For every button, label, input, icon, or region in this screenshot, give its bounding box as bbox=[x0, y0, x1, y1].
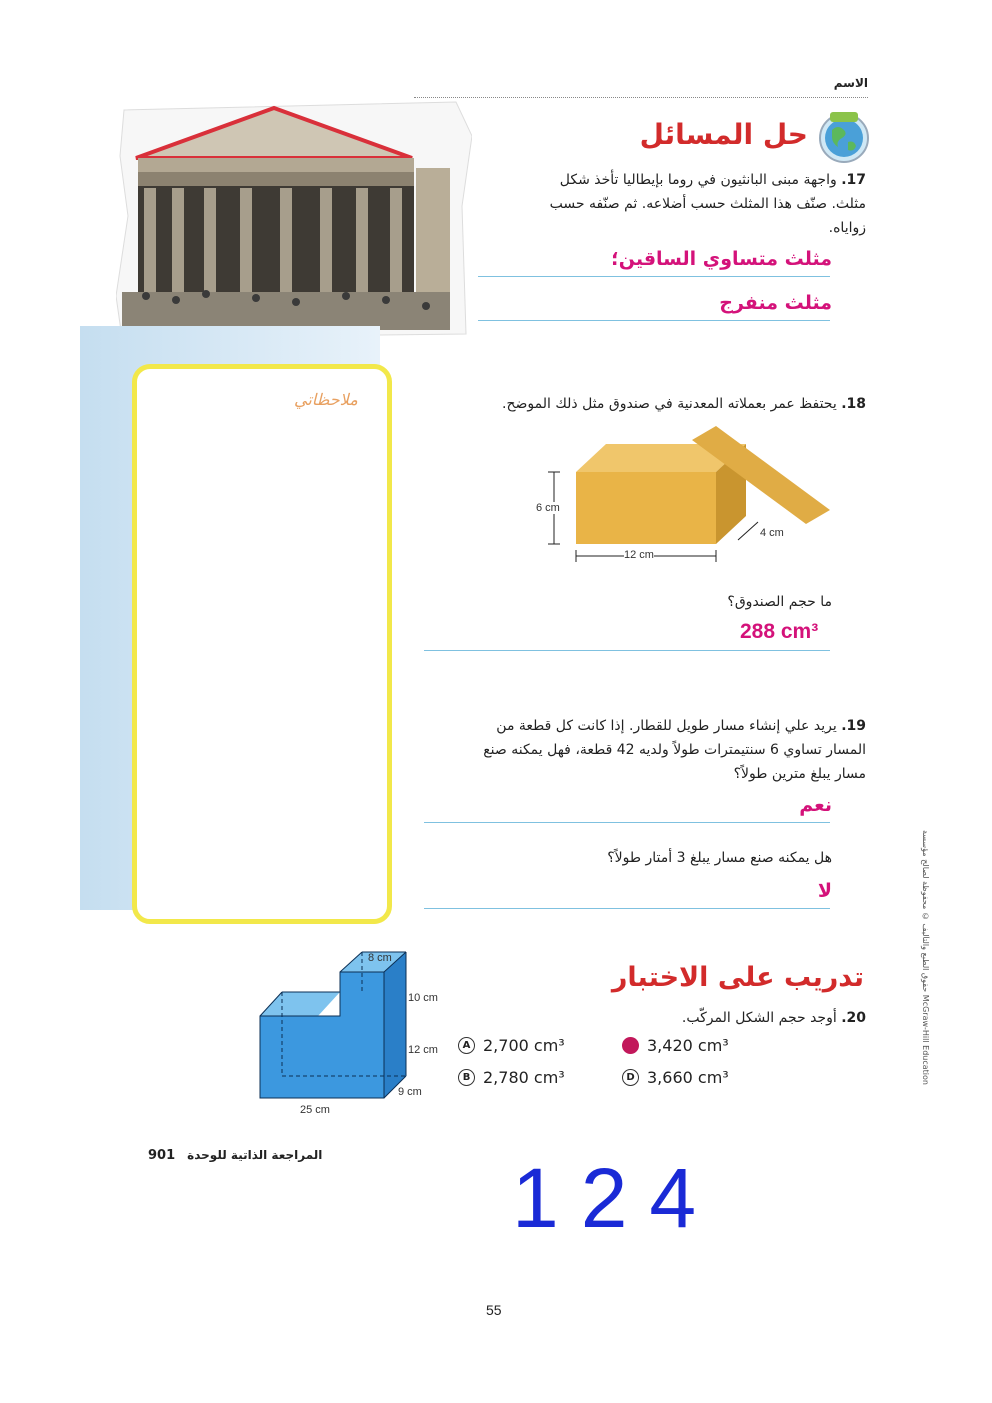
q18-question: يحتفظ عمر بعملاته المعدنية في صندوق مثل ذلك الموضح. bbox=[502, 396, 837, 412]
handwritten-number: 124 bbox=[512, 1151, 719, 1245]
name-label: الاسم bbox=[833, 76, 868, 90]
box-figure bbox=[532, 424, 832, 574]
shape-depth-label: 9 cm bbox=[398, 1086, 422, 1098]
footer-unit-review: المراجعة الذاتية للوحدة bbox=[187, 1148, 323, 1162]
q19-question: يريد علي إنشاء مسار طويل للقطار. إذا كانت كل قطعة من المسار تساوي 6 سنتيمترات طولاً ولديه 42 قطعة، فهل يمكنه صنع مسار يبلغ مترين طولاً؟ bbox=[483, 718, 866, 782]
q20-number: 20. bbox=[841, 1010, 866, 1026]
notes-label: ملاحظاتي bbox=[294, 390, 358, 409]
q17-number: 17. bbox=[841, 172, 866, 188]
q20-question: أوجد حجم الشكل المركّب. bbox=[681, 1010, 837, 1026]
q17-text bbox=[526, 168, 866, 240]
option-a[interactable] bbox=[458, 1036, 565, 1055]
header-dotted-line bbox=[414, 97, 868, 98]
box-height-label: 6 cm bbox=[536, 502, 560, 514]
option-d[interactable] bbox=[622, 1068, 729, 1087]
option-c-text: 3,420 cm³ bbox=[647, 1036, 729, 1055]
q19-answer-2: لا bbox=[817, 880, 832, 902]
q18-volume-question: ما حجم الصندوق؟ bbox=[727, 594, 832, 610]
q18-number: 18. bbox=[841, 396, 866, 412]
q17-answer-line-2 bbox=[478, 320, 830, 321]
notes-panel bbox=[132, 364, 392, 924]
q19-number: 19. bbox=[841, 718, 866, 734]
q18-answer: 288 cm³ bbox=[740, 620, 819, 643]
q17-answer-sides: مثلث متساوي الساقين؛ bbox=[611, 248, 832, 270]
option-c-circle-selected: C bbox=[622, 1037, 639, 1054]
q17-question: واجهة مبنى البانثيون في روما بإيطاليا تأخذ شكل مثلث. صنّف هذا المثلث حسب أضلاعه. ثم صنّفه حسب زواياه. bbox=[549, 172, 866, 236]
option-d-circle: D bbox=[622, 1069, 639, 1086]
footer-page-ref: 901 bbox=[148, 1148, 176, 1163]
shape-upper-height-label: 10 cm bbox=[408, 992, 438, 1004]
q17-answer-line-1 bbox=[478, 276, 830, 277]
box-length-label: 12 cm bbox=[624, 549, 654, 561]
globe-icon bbox=[816, 108, 872, 164]
option-b-text: 2,780 cm³ bbox=[483, 1068, 565, 1087]
side-copyright: حقوق الطبع والتأليف © محفوظة لصالح مؤسسة McGraw-Hill Education bbox=[921, 830, 930, 1085]
q19-answer-line-1 bbox=[424, 822, 830, 823]
q17-answer-angles: مثلث منفرج bbox=[719, 292, 832, 314]
q18-answer-line bbox=[424, 650, 830, 651]
option-c[interactable] bbox=[622, 1036, 729, 1055]
option-b[interactable] bbox=[458, 1068, 565, 1087]
q20-text bbox=[606, 1006, 866, 1030]
q19-question-2: هل يمكنه صنع مسار يبلغ 3 أمتار طولاً؟ bbox=[607, 850, 832, 866]
section-title: حل المسائل bbox=[639, 118, 808, 151]
option-b-circle: B bbox=[458, 1069, 475, 1086]
q19-answer-line-2 bbox=[424, 908, 830, 909]
test-section-title: تدريب على الاختبار bbox=[611, 962, 864, 993]
q18-text bbox=[426, 392, 866, 416]
footer bbox=[148, 1148, 322, 1163]
shape-length-label: 25 cm bbox=[300, 1104, 330, 1116]
shape-lower-height-label: 12 cm bbox=[408, 1044, 438, 1056]
pantheon-photo bbox=[116, 96, 472, 340]
q19-text bbox=[480, 714, 866, 786]
q19-answer-1: نعم bbox=[799, 794, 832, 816]
option-a-circle: A bbox=[458, 1037, 475, 1054]
option-a-text: 2,700 cm³ bbox=[483, 1036, 565, 1055]
shape-top-label: 8 cm bbox=[368, 952, 392, 964]
box-width-label: 4 cm bbox=[760, 527, 784, 539]
page-number: 55 bbox=[486, 1302, 502, 1318]
option-d-text: 3,660 cm³ bbox=[647, 1068, 729, 1087]
